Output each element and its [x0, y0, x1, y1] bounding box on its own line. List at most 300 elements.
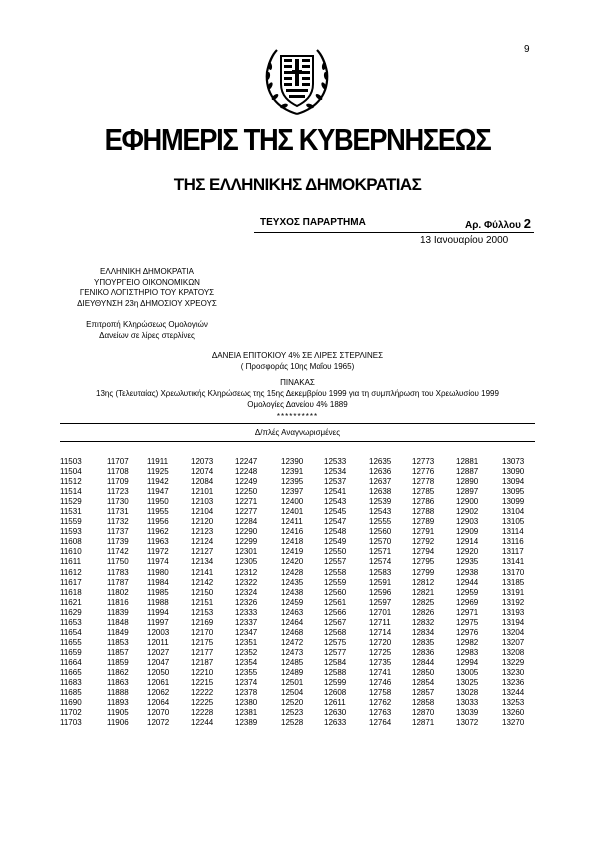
- issuer-line: ΓΕΝΙΚΟ ΛΟΓΙΣΤΗΡΙΟ ΤΟΥ ΚΡΑΤΟΥΣ: [79, 288, 215, 297]
- bond-number: 13094: [502, 477, 525, 487]
- bond-number: 12277: [235, 507, 258, 517]
- bond-number: 12588: [324, 667, 347, 677]
- bond-number: 13260: [502, 708, 525, 718]
- bond-number: 11723: [107, 487, 129, 497]
- bond-number: 11911: [147, 457, 169, 466]
- bond-number: 13090: [502, 467, 525, 477]
- bond-number: 11702: [60, 708, 82, 718]
- bond-number: 11888: [107, 688, 129, 698]
- bond-number: 12299: [235, 537, 258, 547]
- bond-number: 12074: [191, 467, 214, 477]
- bond-number: 12575: [324, 637, 347, 647]
- bond-number: 11839: [107, 607, 129, 617]
- draw-description: 13ης (Τελευταίας) Χρεωλυτικής Κληρώσεως της 15ης Δεκεμβρίου 1999 για τη συμπλήρωση του Χρεωλυσίου 1999: [96, 389, 499, 398]
- bond-number: 11947: [147, 487, 169, 497]
- bond-number: 11925: [147, 467, 169, 477]
- bond-number: 12468: [281, 627, 304, 637]
- bond-number: 12596: [369, 587, 392, 597]
- table-top-rule: [60, 423, 535, 424]
- bond-number: 12741: [369, 667, 392, 677]
- bond-number: 11739: [107, 537, 129, 547]
- bond-number: 12438: [281, 587, 304, 597]
- bond-number: 12900: [456, 497, 479, 507]
- issuer-line: ΔΙΕΥΘΥΝΣΗ 23η ΔΗΜΟΣΙΟΥ ΧΡΕΟΥΣ: [77, 298, 217, 308]
- bond-number: 11853: [107, 637, 129, 647]
- bond-number: 12574: [369, 557, 392, 567]
- bond-number: 12210: [191, 667, 214, 677]
- bond-number: 12050: [147, 667, 170, 677]
- bond-number: 11612: [60, 567, 82, 577]
- bond-number: 12301: [235, 547, 258, 557]
- bond-number: 11942: [147, 477, 169, 487]
- bond-number: 12762: [369, 698, 392, 708]
- number-column: [456, 457, 478, 728]
- bond-number: 12523: [281, 708, 304, 718]
- bond-number: 13208: [502, 647, 525, 657]
- bond-number: 12177: [191, 647, 214, 657]
- bond-number: 12326: [235, 597, 258, 607]
- bond-number: 11980: [147, 567, 169, 577]
- bond-number: 11950: [147, 497, 169, 507]
- bond-number: 12858: [412, 698, 435, 708]
- bond-number: 13253: [502, 698, 525, 708]
- bond-number: 12472: [281, 637, 304, 647]
- bond-number: 12836: [412, 647, 435, 657]
- bond-number: 11816: [107, 597, 129, 607]
- bond-number: 11730: [107, 497, 129, 507]
- bond-number: 13229: [502, 657, 525, 667]
- bond-number: 11512: [60, 477, 82, 487]
- issuer-line: ΥΠΟΥΡΓΕΙΟ ΟΙΚΟΝΟΜΙΚΩΝ: [94, 277, 200, 287]
- bond-number: 12354: [235, 657, 258, 667]
- number-column: [107, 457, 129, 728]
- number-column: [412, 457, 434, 728]
- bond-number: 11707: [107, 457, 129, 466]
- bond-number: 12608: [324, 688, 347, 698]
- bond-number: 12920: [456, 547, 479, 557]
- bond-number: 12489: [281, 667, 304, 677]
- bond-number: 11955: [147, 507, 169, 517]
- bond-number: 12583: [369, 567, 392, 577]
- bond-number: 12935: [456, 557, 479, 567]
- number-column: [60, 457, 82, 728]
- bond-number: 12419: [281, 547, 304, 557]
- bond-number: 12560: [369, 527, 392, 537]
- bond-number: 12222: [191, 688, 214, 698]
- bond-number: 11732: [107, 517, 129, 527]
- bond-number: 12547: [324, 517, 347, 527]
- bond-number: 12735: [369, 657, 392, 667]
- bond-number: 12352: [235, 647, 258, 657]
- bond-number: 12636: [369, 467, 392, 477]
- bond-number: 13244: [502, 688, 525, 698]
- bond-number: 12428: [281, 567, 304, 577]
- bond-number: 11963: [147, 537, 169, 547]
- number-column: [147, 457, 169, 728]
- bond-number: 12812: [412, 577, 435, 587]
- bond-number: 11997: [147, 617, 169, 627]
- bond-number: 12134: [191, 557, 214, 567]
- bond-number: 11988: [147, 597, 169, 607]
- bond-number: 12103: [191, 497, 214, 507]
- bond-number: 12400: [281, 497, 304, 507]
- bond-number: 11985: [147, 587, 169, 597]
- bond-number: 12324: [235, 587, 258, 597]
- bond-number: 11984: [147, 577, 169, 587]
- bond-number: 13116: [502, 537, 524, 547]
- bond-number: 12854: [412, 678, 435, 688]
- bond-number: 13099: [502, 497, 525, 507]
- bond-number: 12763: [369, 708, 392, 718]
- sheet-label-text: Αρ. Φύλλου: [465, 220, 521, 231]
- bond-number: 12249: [235, 477, 258, 487]
- bond-number: 12464: [281, 617, 304, 627]
- bond-number: 12821: [412, 587, 435, 597]
- bond-number: 12062: [147, 688, 170, 698]
- bond-number: 13185: [502, 577, 525, 587]
- bond-number: 11608: [60, 537, 82, 547]
- bond-number: 13193: [502, 607, 525, 617]
- bond-number: 12416: [281, 527, 304, 537]
- bond-number: 12776: [412, 467, 435, 477]
- bond-number: 12401: [281, 507, 304, 517]
- bond-number: 11731: [107, 507, 129, 517]
- bond-number: 12459: [281, 597, 304, 607]
- bond-number: 12635: [369, 457, 392, 466]
- bond-number: 13072: [456, 718, 479, 728]
- bond-number: 12791: [412, 527, 435, 537]
- number-column: [502, 457, 524, 728]
- bond-number: 11893: [107, 698, 129, 708]
- asterisk-separator: **********: [276, 412, 319, 421]
- committee-block: [62, 320, 232, 341]
- bond-number: 13114: [502, 527, 524, 537]
- bond-number: 12153: [191, 607, 214, 617]
- bond-number: 12124: [191, 537, 214, 547]
- bond-number: 12073: [191, 457, 214, 466]
- sheet-number: 2: [523, 216, 531, 231]
- bond-number: 12557: [324, 557, 347, 567]
- bond-number: 11709: [107, 477, 129, 487]
- bond-number: 12584: [324, 657, 347, 667]
- bond-number: 12351: [235, 637, 258, 647]
- loan-subtitle: ( Προσφοράς 10ης Μαΐου 1965): [240, 362, 355, 371]
- bond-number: 12528: [281, 718, 304, 728]
- committee-line: Επιτροπή Κληρώσεως Ομολογιών: [86, 320, 208, 329]
- header-divider: [254, 232, 534, 233]
- bond-number: 12244: [191, 718, 214, 728]
- bond-number: 11859: [107, 657, 129, 667]
- bond-number: 12611: [324, 698, 346, 708]
- bond-number: 12577: [324, 647, 347, 657]
- bond-number: 12397: [281, 487, 304, 497]
- bond-number: 12047: [147, 657, 170, 667]
- bond-number: 12825: [412, 597, 435, 607]
- bond-number: 11906: [107, 718, 129, 728]
- bond-number: 12711: [369, 617, 391, 627]
- gazette-title: ΕΦΗΜΕΡΙΣ ΤΗΣ ΚΥΒΕΡΝΗΣΕΩΣ: [104, 122, 491, 157]
- bond-number: 12378: [235, 688, 258, 698]
- bond-number: 13025: [456, 678, 479, 688]
- bond-number: 12120: [191, 517, 214, 527]
- bond-number: 12857: [412, 688, 435, 698]
- bond-number: 11655: [60, 637, 82, 647]
- bond-number: 12374: [235, 678, 258, 688]
- bond-number: 13104: [502, 507, 525, 517]
- issue-type: ΤΕΥΧΟΣ ΠΑΡΑΡΤΗΜΑ: [260, 217, 366, 228]
- bond-number: 12420: [281, 557, 304, 567]
- bond-number: 12215: [191, 678, 214, 688]
- bond-number: 12247: [235, 457, 258, 466]
- bond-number: 12914: [456, 537, 479, 547]
- bond-number: 11529: [60, 497, 82, 507]
- bond-number: 12971: [456, 607, 479, 617]
- bond-number: 11665: [60, 667, 82, 677]
- bond-number: 12944: [456, 577, 479, 587]
- bond-number: 12746: [369, 678, 392, 688]
- bond-number: 12418: [281, 537, 304, 547]
- bond-number: 11654: [60, 627, 82, 637]
- bond-number: 12903: [456, 517, 479, 527]
- bond-number: 12322: [235, 577, 258, 587]
- bond-number: 12549: [324, 537, 347, 547]
- bond-number: 11685: [60, 688, 82, 698]
- bond-number: 11653: [60, 617, 82, 627]
- bond-number: 12701: [369, 607, 392, 617]
- bond-number: 11683: [60, 678, 82, 688]
- bond-number: 13230: [502, 667, 525, 677]
- bond-number: 13191: [502, 587, 525, 597]
- bond-number: 12773: [412, 457, 435, 466]
- bond-number: 11802: [107, 587, 129, 597]
- bond-number: 12520: [281, 698, 304, 708]
- bond-number: 11690: [60, 698, 82, 708]
- bond-number: 12871: [412, 718, 435, 728]
- bond-number: 12541: [324, 487, 347, 497]
- bond-number: 12290: [235, 527, 258, 537]
- bond-number: 13105: [502, 517, 525, 527]
- number-column: [281, 457, 303, 728]
- bond-number: 13207: [502, 637, 525, 647]
- bond-number: 13236: [502, 678, 525, 688]
- loan-title: ΔΑΝΕΙΑ ΕΠΙΤΟΚΙΟΥ 4% ΣΕ ΛΙΡΕΣ ΣΤΕΡΛΙΝΕΣ: [211, 351, 384, 360]
- bond-number: 11611: [60, 557, 82, 567]
- bond-number: 12187: [191, 657, 214, 667]
- bond-number: 12794: [412, 547, 435, 557]
- bond-number: 11559: [60, 517, 82, 527]
- bond-number: 12566: [324, 607, 347, 617]
- bond-number: 12170: [191, 627, 214, 637]
- bond-number: 12250: [235, 487, 258, 497]
- greek-coat-of-arms-seal: [259, 42, 335, 118]
- bond-number: 13095: [502, 487, 525, 497]
- bond-number: 13039: [456, 708, 479, 718]
- bond-number: 12027: [147, 647, 170, 657]
- bond-number: 11708: [107, 467, 129, 477]
- bond-number: 12834: [412, 627, 435, 637]
- bond-number: 13204: [502, 627, 525, 637]
- bond-number: 12909: [456, 527, 479, 537]
- bond-number: 11742: [107, 547, 129, 557]
- bond-number: 12501: [281, 678, 304, 688]
- committee-line: Δανείων σε λίρες στερλίνες: [99, 330, 195, 340]
- bond-number: 12395: [281, 477, 304, 487]
- bond-number: 12333: [235, 607, 258, 617]
- bond-number: 12473: [281, 647, 304, 657]
- bond-number: 12976: [456, 627, 479, 637]
- bond-number: 11593: [60, 527, 82, 537]
- bond-number: 12560: [324, 587, 347, 597]
- bond-number: 12982: [456, 637, 479, 647]
- bond-number: 11610: [60, 547, 82, 557]
- bond-number: 13033: [456, 698, 479, 708]
- page-number: 9: [524, 44, 530, 55]
- bond-number: 12788: [412, 507, 435, 517]
- bond-number: 12795: [412, 557, 435, 567]
- bond-number: 12555: [369, 517, 392, 527]
- bond-number: 12150: [191, 587, 214, 597]
- bond-number: 12537: [324, 477, 347, 487]
- bond-number: 12011: [147, 637, 169, 647]
- bond-number: 12504: [281, 688, 304, 698]
- bond-number: 12870: [412, 708, 435, 718]
- bond-number: 12720: [369, 637, 392, 647]
- bond-number: 12380: [235, 698, 258, 708]
- bond-number: 12390: [281, 457, 304, 466]
- bond-number: 11617: [60, 577, 82, 587]
- bond-number: 12539: [369, 497, 392, 507]
- bond-number: 12391: [281, 467, 304, 477]
- bond-number: 11629: [60, 607, 82, 617]
- bond-number: 12725: [369, 647, 392, 657]
- bond-number: 12835: [412, 637, 435, 647]
- bond-number: 12548: [324, 527, 347, 537]
- bond-number: 12591: [369, 577, 392, 587]
- bond-number: 12225: [191, 698, 214, 708]
- bond-number: 12778: [412, 477, 435, 487]
- number-column: [369, 457, 391, 728]
- bond-number: 12312: [235, 567, 258, 577]
- number-column: [191, 457, 213, 728]
- bond-number: 11787: [107, 577, 129, 587]
- tables-label: ΠΙΝΑΚΑΣ: [280, 378, 315, 387]
- bond-number: 13192: [502, 597, 525, 607]
- bond-number: 12411: [281, 517, 303, 527]
- bond-number: 12792: [412, 537, 435, 547]
- bond-number: 13270: [502, 718, 525, 728]
- bond-number: 12485: [281, 657, 304, 667]
- bond-number: 11862: [107, 667, 129, 677]
- bond-number: 13170: [502, 567, 525, 577]
- number-column: [235, 457, 257, 728]
- bond-number: 13005: [456, 667, 479, 677]
- bond-number: 13073: [502, 457, 525, 466]
- bond-number: 12637: [369, 477, 392, 487]
- bond-number: 12072: [147, 718, 170, 728]
- table-header-rule: [60, 441, 535, 442]
- bond-number: 12561: [324, 597, 347, 607]
- bond-number: 11659: [60, 647, 82, 657]
- bond-number: 12543: [324, 497, 347, 507]
- bond-number: 12799: [412, 567, 435, 577]
- bond-number: 12786: [412, 497, 435, 507]
- bond-number: 12543: [369, 507, 392, 517]
- bond-number: 12714: [369, 627, 392, 637]
- bond-number: 12337: [235, 617, 258, 627]
- bond-numbers-table: [60, 457, 535, 757]
- bond-number: 12123: [191, 527, 214, 537]
- column-header: Δ/πλές Αναγνωρισμένες: [254, 428, 341, 437]
- bond-number: 12248: [235, 467, 258, 477]
- bond-number: 12142: [191, 577, 214, 587]
- bond-number: 12558: [324, 567, 347, 577]
- bond-number: 12228: [191, 708, 214, 718]
- bond-number: 12061: [147, 678, 170, 688]
- bond-number: 12284: [235, 517, 258, 527]
- bond-number: 12070: [147, 708, 170, 718]
- bond-number: 12832: [412, 617, 435, 627]
- bond-number: 12550: [324, 547, 347, 557]
- bond-number: 12897: [456, 487, 479, 497]
- bond-number: 12141: [191, 567, 214, 577]
- bond-number: 12305: [235, 557, 258, 567]
- bond-number: 12169: [191, 617, 214, 627]
- gazette-subtitle: ΤΗΣ ΕΛΛΗΝΙΚΗΣ ΔΗΜΟΚΡΑΤΙΑΣ: [173, 175, 422, 194]
- bond-number: 12959: [456, 587, 479, 597]
- bond-number: 12389: [235, 718, 258, 728]
- bond-number: 12890: [456, 477, 479, 487]
- bond-number: 13194: [502, 617, 525, 627]
- number-column: [324, 457, 346, 728]
- bond-number: 12570: [369, 537, 392, 547]
- bond-number: 11994: [147, 607, 169, 617]
- bond-number: 11503: [60, 457, 82, 466]
- bond-number: 11962: [147, 527, 169, 537]
- bond-number: 12534: [324, 467, 347, 477]
- bond-number: 11750: [107, 557, 129, 567]
- sheet-number-label: [465, 216, 531, 231]
- bond-number: 11905: [107, 708, 129, 718]
- bond-number: 12463: [281, 607, 304, 617]
- bond-number: 11504: [60, 467, 82, 477]
- bond-number: 11621: [60, 597, 82, 607]
- bond-number: 12983: [456, 647, 479, 657]
- bond-number: 12381: [235, 708, 258, 718]
- bond-number: 12881: [456, 457, 479, 466]
- bond-number: 12347: [235, 627, 258, 637]
- bond-number: 11857: [107, 647, 129, 657]
- bond-number: 12758: [369, 688, 392, 698]
- bond-number: 12994: [456, 657, 479, 667]
- bond-number: 12545: [324, 507, 347, 517]
- issue-date: 13 Ιανουαρίου 2000: [420, 235, 509, 246]
- bond-number: 12559: [324, 577, 347, 587]
- bond-number: 12084: [191, 477, 214, 487]
- bond-number: 13141: [502, 557, 525, 567]
- bond-number: 12844: [412, 657, 435, 667]
- bond-number: 11863: [107, 678, 129, 688]
- bond-number: 11956: [147, 517, 169, 527]
- bond-number: 12003: [147, 627, 170, 637]
- bond-number: 11783: [107, 567, 129, 577]
- bond-number: 12101: [191, 487, 214, 497]
- bond-number: 12533: [324, 457, 347, 466]
- bond-number: 11514: [60, 487, 82, 497]
- bond-number: 11531: [60, 507, 82, 517]
- bond-number: 11618: [60, 587, 82, 597]
- bond-number: 12633: [324, 718, 347, 728]
- bond-number: 12638: [369, 487, 392, 497]
